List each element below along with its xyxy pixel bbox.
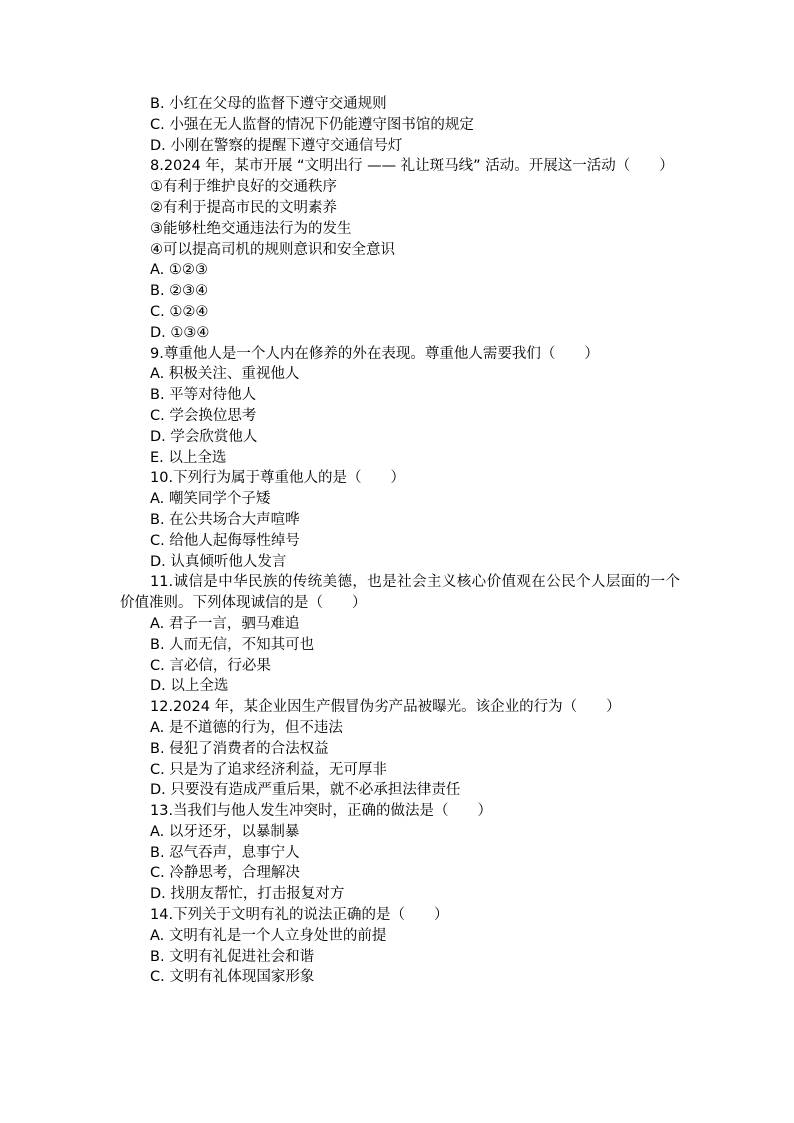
statement-4: ④可以提高司机的规则意识和安全意识 xyxy=(150,241,395,258)
option-d: D. 认真倾听他人发言 xyxy=(150,553,287,570)
option-c: C. 只是为了追求经济利益，无可厚非 xyxy=(150,761,387,778)
question-stem: 9.尊重他人是一个人内在修养的外在表现。尊重他人需要我们（ ） xyxy=(150,345,599,362)
question-13 xyxy=(120,801,680,905)
option-b: B. 侵犯了消费者的合法权益 xyxy=(150,740,329,757)
question-stem: 12.2024 年，某企业因生产假冒伪劣产品被曝光。该企业的行为（ ） xyxy=(150,699,621,716)
option-a: A. 嘲笑同学个子矮 xyxy=(150,491,271,508)
option-c: C. 文明有礼体现国家形象 xyxy=(150,969,315,986)
option-c: C. ①②④ xyxy=(150,303,209,320)
option-a: A. 是不道德的行为，但不违法 xyxy=(150,719,343,736)
option-d: D. 小刚在警察的提醒下遵守交通信号灯 xyxy=(150,137,403,154)
option-c: C. 给他人起侮辱性绰号 xyxy=(150,532,300,549)
question-9 xyxy=(120,344,680,469)
question-11 xyxy=(120,572,680,697)
statement-2: ②有利于提高市民的文明素养 xyxy=(150,199,337,216)
statement-1: ①有利于维护良好的交通秩序 xyxy=(150,179,337,196)
option-e: E. 以上全选 xyxy=(150,449,227,466)
option-b: B. 小红在父母的监督下遵守交通规则 xyxy=(150,96,387,112)
option-b: B. 文明有礼促进社会和谐 xyxy=(150,948,315,965)
question-8 xyxy=(120,156,680,343)
option-a: A. 文明有礼是一个人立身处世的前提 xyxy=(150,927,387,944)
option-c: C. 冷静思考，合理解决 xyxy=(150,865,300,882)
option-d: D. 找朋友帮忙，打击报复对方 xyxy=(150,886,345,903)
question-stem: 11.诚信是中华民族的传统美德，也是社会主义核心价值观在公民个人层面的一个价值准则。下列体现诚信的是（ ） xyxy=(120,574,680,612)
option-a: A. ①②③ xyxy=(150,262,208,279)
question-stem: 14.下列关于文明有礼的说法正确的是（ ） xyxy=(150,907,449,924)
question-14 xyxy=(120,905,680,988)
option-b: B. ②③④ xyxy=(150,283,209,300)
option-a: A. 积极关注、重视他人 xyxy=(150,366,300,383)
question-stem: 10.下列行为属于尊重他人的是（ ） xyxy=(150,470,406,487)
option-d: D. 只要没有造成严重后果，就不必承担法律责任 xyxy=(150,782,461,799)
option-d: D. 以上全选 xyxy=(150,678,229,695)
option-a: A. 以牙还牙，以暴制暴 xyxy=(150,823,300,840)
question-10 xyxy=(120,468,680,572)
question-stem: 13.当我们与他人发生冲突时，正确的做法是（ ） xyxy=(150,803,493,820)
option-a: A. 君子一言，驷马难追 xyxy=(150,615,300,632)
option-b: B. 人而无信，不知其可也 xyxy=(150,636,315,653)
option-c: C. 学会换位思考 xyxy=(150,407,257,424)
question-list xyxy=(120,94,680,988)
question-stem: 8.2024 年，某市开展 “文明出行 —— 礼让斑马线” 活动。开展这一活动（ ） xyxy=(150,158,674,175)
statement-3: ③能够杜绝交通违法行为的发生 xyxy=(150,220,352,237)
option-d: D. 学会欣赏他人 xyxy=(150,428,258,445)
option-c: C. 言必信，行必果 xyxy=(150,657,271,674)
question-12 xyxy=(120,697,680,801)
option-c: C. 小强在无人监督的情况下仍能遵守图书馆的规定 xyxy=(150,116,474,133)
option-b: B. 忍气吞声，息事宁人 xyxy=(150,844,300,861)
question-7-tail xyxy=(120,94,680,156)
option-d: D. ①③④ xyxy=(150,324,210,341)
option-b: B. 平等对待他人 xyxy=(150,387,257,404)
option-b: B. 在公共场合大声喧哗 xyxy=(150,511,300,528)
